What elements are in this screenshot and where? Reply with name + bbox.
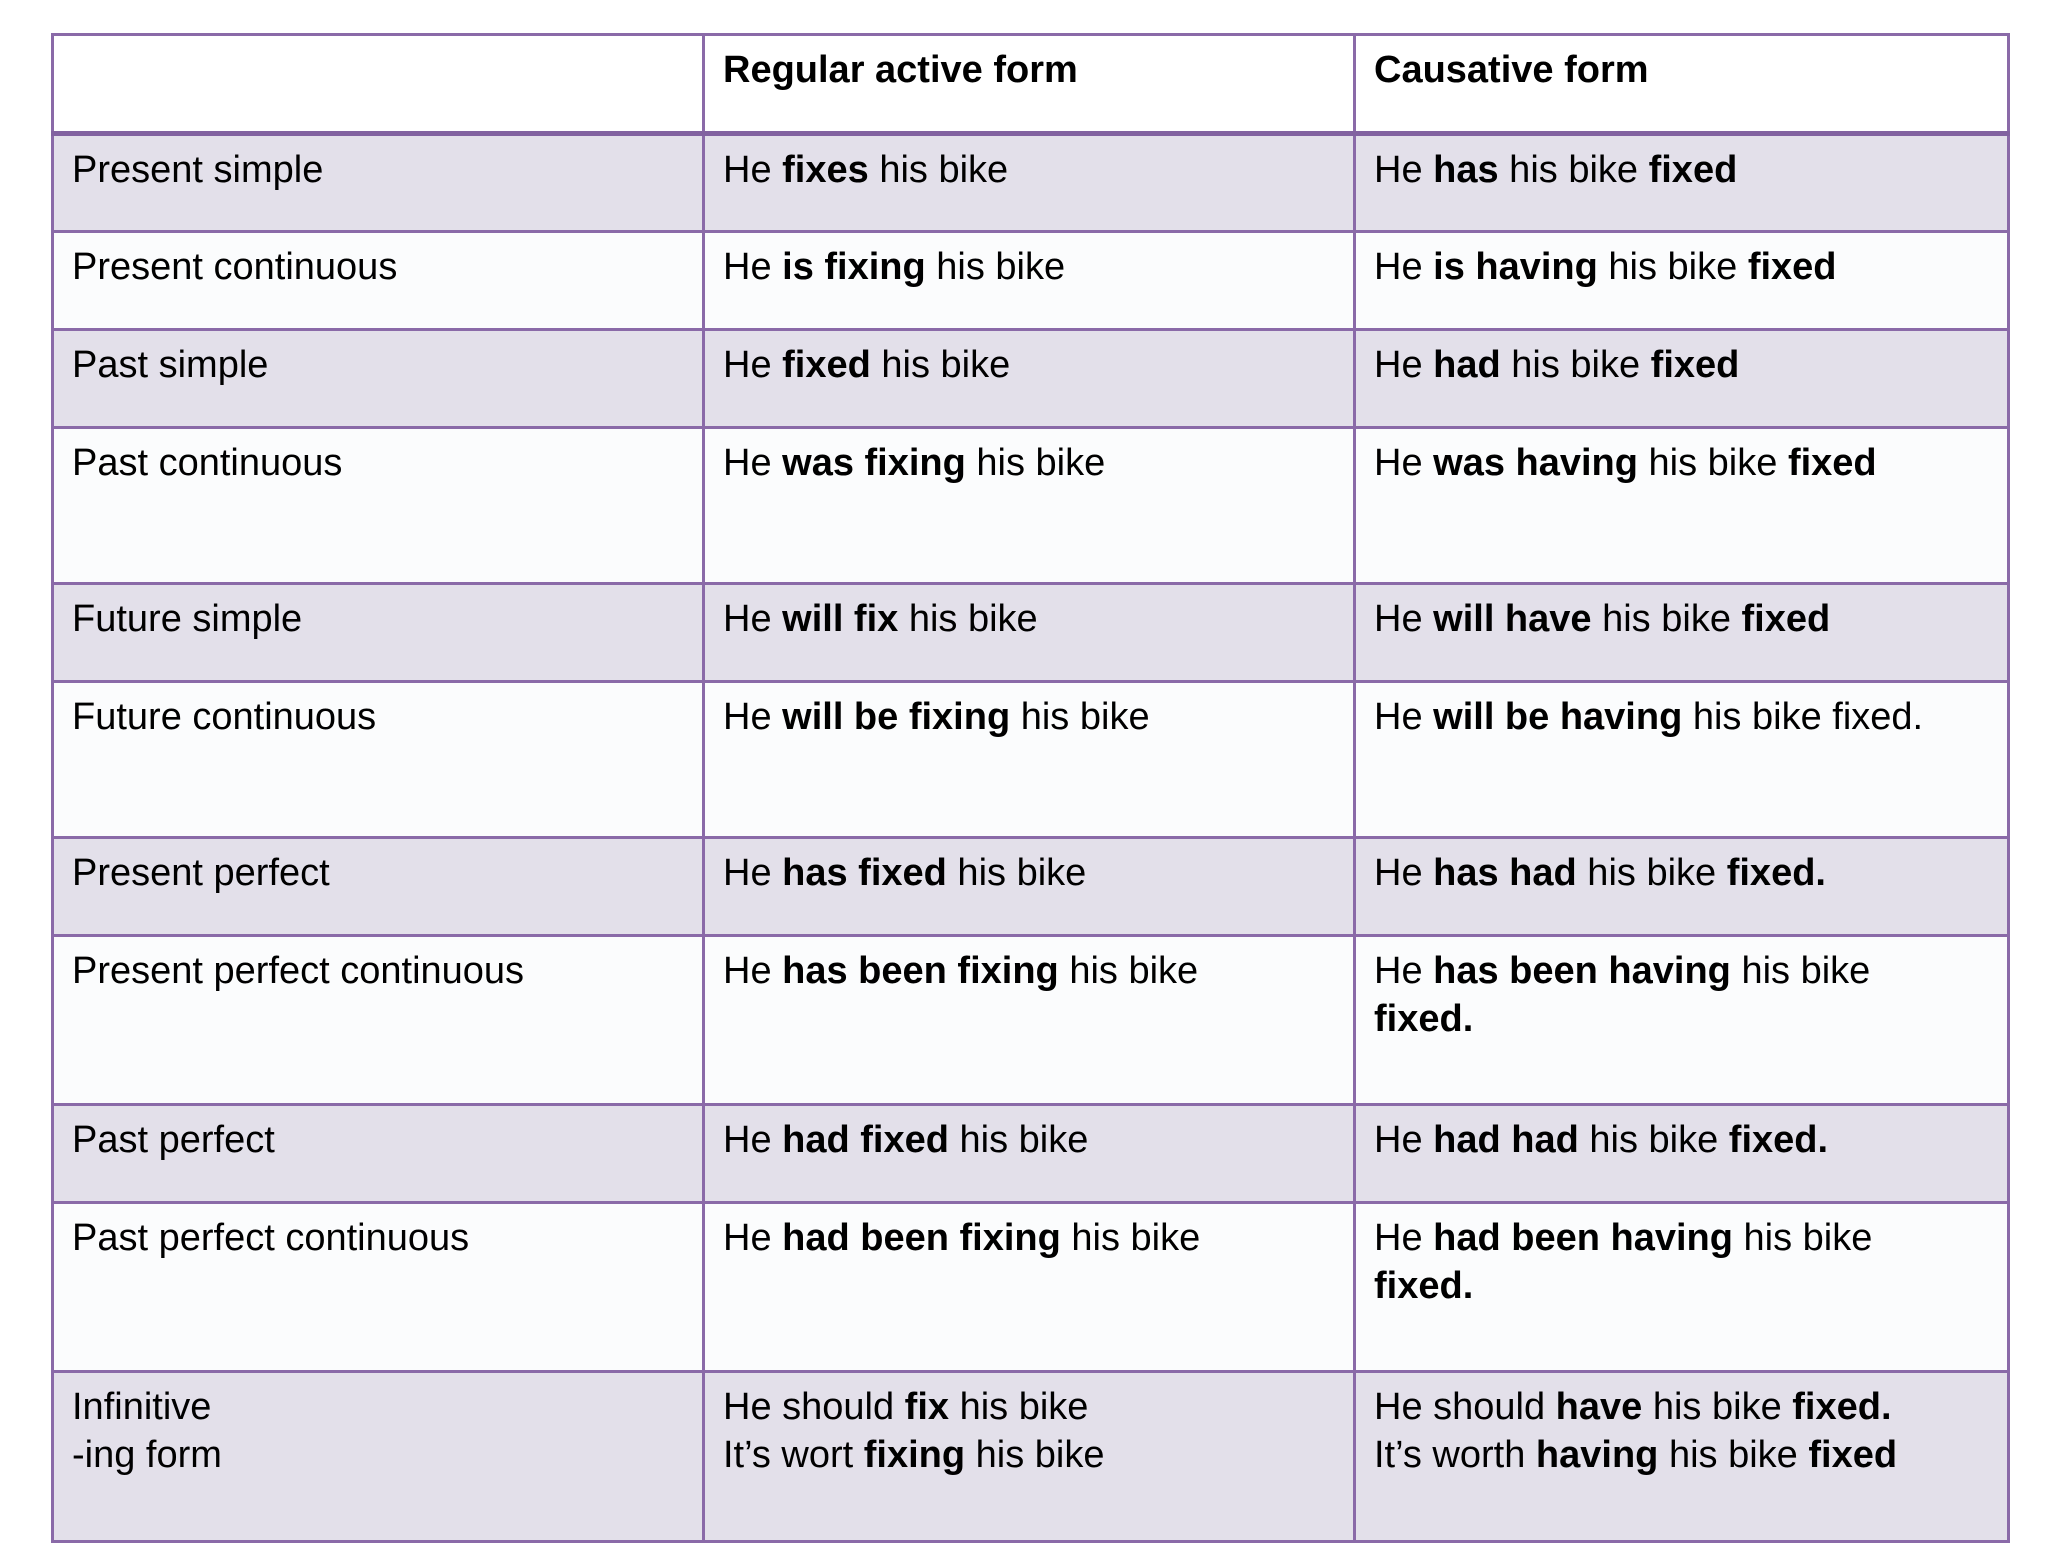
example-sentence-line (1374, 1262, 1989, 1310)
tense-cell (53, 428, 704, 584)
table-row (53, 1372, 2009, 1542)
sentence-text: his bike (1058, 950, 1199, 992)
regular-active-form-cell (704, 1105, 1355, 1203)
causative-form-cell (1355, 330, 2009, 428)
verb-form-emphasis: fixed (782, 344, 871, 386)
sentence-text: He (1374, 442, 1434, 484)
verb-form-emphasis: fixed (1808, 1434, 1898, 1476)
regular-active-form-cell (704, 584, 1355, 682)
tense-cell (53, 584, 704, 682)
sentence-text: He (723, 1119, 783, 1161)
tense-label: Infinitive (72, 1386, 212, 1428)
example-sentence-line (723, 1116, 1335, 1164)
header-causative-form: Causative form (1355, 35, 2009, 134)
causative-form-cell (1355, 584, 2009, 682)
sentence-text: He (723, 696, 783, 738)
verb-form-emphasis: will be fixing (782, 696, 1011, 738)
sentence-text: his bike (948, 1119, 1089, 1161)
tense-cell (53, 838, 704, 936)
example-sentence-line (723, 341, 1335, 389)
example-sentence-line (723, 693, 1335, 741)
verb-form-emphasis: has been fixing (782, 950, 1059, 992)
sentence-text: He (723, 149, 783, 191)
regular-active-form-cell (704, 682, 1355, 838)
table-row (53, 428, 2009, 584)
sentence-text: his bike (1500, 344, 1651, 386)
sentence-text: his bike (1637, 442, 1788, 484)
sentence-text: He (1374, 852, 1434, 894)
sentence-text: He (1374, 1217, 1434, 1259)
header-cell-empty (53, 35, 704, 134)
table-row (53, 584, 2009, 682)
verb-form-emphasis: will be having (1433, 696, 1683, 738)
verb-form-emphasis: fixed (1648, 149, 1738, 191)
sentence-text: He (723, 442, 783, 484)
table-row (53, 330, 2009, 428)
tense-label: -ing form (72, 1434, 222, 1476)
verb-form-emphasis: have (1555, 1386, 1643, 1428)
table-row (53, 838, 2009, 936)
regular-active-form-cell (704, 134, 1355, 232)
sentence-text: It’s wort (723, 1434, 864, 1476)
verb-form-emphasis: fixing (863, 1434, 966, 1476)
example-sentence-line (1374, 693, 1989, 741)
sentence-text: He (1374, 149, 1434, 191)
example-sentence-line (723, 243, 1335, 291)
sentence-text: his bike (1010, 696, 1150, 738)
tense-label: Past continuous (72, 442, 343, 484)
causative-form-cell (1355, 428, 2009, 584)
header-row (53, 35, 2009, 134)
verb-form-emphasis: is fixing (782, 246, 926, 288)
example-sentence-line (1374, 947, 1989, 995)
sentence-text: his bike (1576, 852, 1727, 894)
table-row (53, 1203, 2009, 1372)
verb-form-emphasis: had fixed (782, 1119, 949, 1161)
example-sentence-line (723, 947, 1335, 995)
sentence-text: his bike (949, 1386, 1089, 1428)
verb-form-emphasis: fixes (782, 149, 869, 191)
verb-form-emphasis: has (1433, 149, 1499, 191)
verb-form-emphasis: fixed. (1792, 1386, 1892, 1428)
table-row (53, 232, 2009, 330)
sentence-text: his bike (1658, 1434, 1809, 1476)
sentence-text: He (1374, 598, 1434, 640)
sentence-text: He (1374, 1119, 1434, 1161)
sentence-text: his bike (946, 852, 1087, 894)
verb-form-emphasis: fixed. (1374, 998, 1474, 1040)
tense-cell (53, 1105, 704, 1203)
example-sentence-line (1374, 1116, 1989, 1164)
example-sentence-line (1374, 1383, 1989, 1431)
causative-form-cell (1355, 1203, 2009, 1372)
regular-active-form-cell (704, 330, 1355, 428)
sentence-text: He should (1374, 1386, 1556, 1428)
sentence-text: his bike (965, 442, 1106, 484)
example-sentence-line (1374, 1431, 1989, 1479)
example-sentence-line (723, 849, 1335, 897)
regular-active-form-cell (704, 232, 1355, 330)
sentence-text: He (723, 246, 783, 288)
causative-form-cell (1355, 232, 2009, 330)
sentence-text: his bike (1498, 149, 1649, 191)
tense-comparison-table (51, 33, 2010, 1543)
verb-form-emphasis: had been having (1433, 1217, 1733, 1259)
sentence-text: He (1374, 344, 1434, 386)
tense-label: Future simple (72, 598, 303, 640)
example-sentence-line (1374, 1214, 1989, 1262)
example-sentence-line (1374, 146, 1989, 194)
example-sentence-line (1374, 243, 1989, 291)
sentence-text: He (723, 1217, 783, 1259)
regular-active-form-cell (704, 936, 1355, 1105)
table-row (53, 134, 2009, 232)
sentence-text: his bike (1732, 1217, 1873, 1259)
causative-form-cell (1355, 936, 2009, 1105)
sentence-text: He (1374, 246, 1434, 288)
sentence-text: his bike (898, 598, 1038, 640)
sentence-text: He (723, 852, 783, 894)
verb-form-emphasis: had (1433, 344, 1501, 386)
header-regular-active-form: Regular active form (704, 35, 1355, 134)
tense-label: Future continuous (72, 696, 377, 738)
tense-label: Past perfect (72, 1119, 275, 1161)
tense-cell (53, 682, 704, 838)
causative-form-cell (1355, 838, 2009, 936)
tense-cell (53, 330, 704, 428)
verb-form-emphasis: fixed (1650, 344, 1740, 386)
table-row (53, 682, 2009, 838)
tense-label: Present continuous (72, 246, 398, 288)
causative-form-cell (1355, 1372, 2009, 1542)
tense-label: Past simple (72, 344, 269, 386)
tense-cell (53, 134, 704, 232)
verb-form-emphasis: is having (1433, 246, 1598, 288)
verb-form-emphasis: having (1535, 1434, 1659, 1476)
example-sentence-line (1374, 595, 1989, 643)
verb-form-emphasis: fixed. (1374, 1265, 1474, 1307)
sentence-text: his bike (868, 149, 1009, 191)
sentence-text: It’s worth (1374, 1434, 1536, 1476)
verb-form-emphasis: had been fixing (782, 1217, 1061, 1259)
table-row (53, 1105, 2009, 1203)
sentence-text: He (723, 598, 783, 640)
example-sentence-line (1374, 341, 1989, 389)
verb-form-emphasis: was fixing (782, 442, 966, 484)
verb-form-emphasis: fix (904, 1386, 950, 1428)
example-sentence-line (1374, 439, 1989, 487)
example-sentence-line (1374, 995, 1989, 1043)
verb-form-emphasis: has fixed (782, 852, 947, 894)
sentence-text: his bike (1578, 1119, 1729, 1161)
verb-form-emphasis: will fix (782, 598, 899, 640)
causative-form-cell (1355, 134, 2009, 232)
tense-cell (53, 232, 704, 330)
sentence-text: his bike (965, 1434, 1105, 1476)
sentence-text: He (723, 950, 783, 992)
example-sentence-line (723, 1383, 1335, 1431)
verb-form-emphasis: fixed (1741, 598, 1831, 640)
tense-cell (53, 1203, 704, 1372)
table-body (53, 35, 2009, 1542)
example-sentence-line (723, 595, 1335, 643)
tense-label: Present simple (72, 149, 324, 191)
regular-active-form-cell (704, 838, 1355, 936)
verb-form-emphasis: fixed (1747, 246, 1837, 288)
example-sentence-line (723, 1214, 1335, 1262)
example-sentence-line (723, 146, 1335, 194)
sentence-text: He (1374, 696, 1434, 738)
causative-form-cell (1355, 682, 2009, 838)
verb-form-emphasis: fixed. (1728, 1119, 1829, 1161)
table-row (53, 936, 2009, 1105)
sentence-text: his bike fixed. (1682, 696, 1924, 738)
verb-form-emphasis: had had (1433, 1119, 1579, 1161)
sentence-text: He (723, 344, 783, 386)
sentence-text: He (1374, 950, 1434, 992)
example-sentence-line (1374, 849, 1989, 897)
tense-label: Past perfect continuous (72, 1217, 470, 1259)
sentence-text: his bike (1591, 598, 1742, 640)
sentence-text: his bike (1642, 1386, 1793, 1428)
sentence-text: his bike (1597, 246, 1748, 288)
tense-cell (53, 1372, 704, 1542)
sentence-text: He should (723, 1386, 905, 1428)
sentence-text: his bike (870, 344, 1011, 386)
regular-active-form-cell (704, 1203, 1355, 1372)
verb-form-emphasis: will have (1433, 598, 1592, 640)
verb-form-emphasis: has been having (1433, 950, 1731, 992)
sentence-text: his bike (1060, 1217, 1201, 1259)
sentence-text: his bike (1730, 950, 1871, 992)
verb-form-emphasis: fixed (1787, 442, 1877, 484)
verb-form-emphasis: fixed. (1726, 852, 1826, 894)
tense-label: Present perfect (72, 852, 330, 894)
sentence-text: his bike (925, 246, 1066, 288)
example-sentence-line (723, 1431, 1335, 1479)
verb-form-emphasis: was having (1433, 442, 1638, 484)
causative-form-cell (1355, 1105, 2009, 1203)
tense-cell (53, 936, 704, 1105)
example-sentence-line (723, 439, 1335, 487)
verb-form-emphasis: has had (1433, 852, 1577, 894)
regular-active-form-cell (704, 428, 1355, 584)
tense-label: Present perfect continuous (72, 950, 525, 992)
regular-active-form-cell (704, 1372, 1355, 1542)
